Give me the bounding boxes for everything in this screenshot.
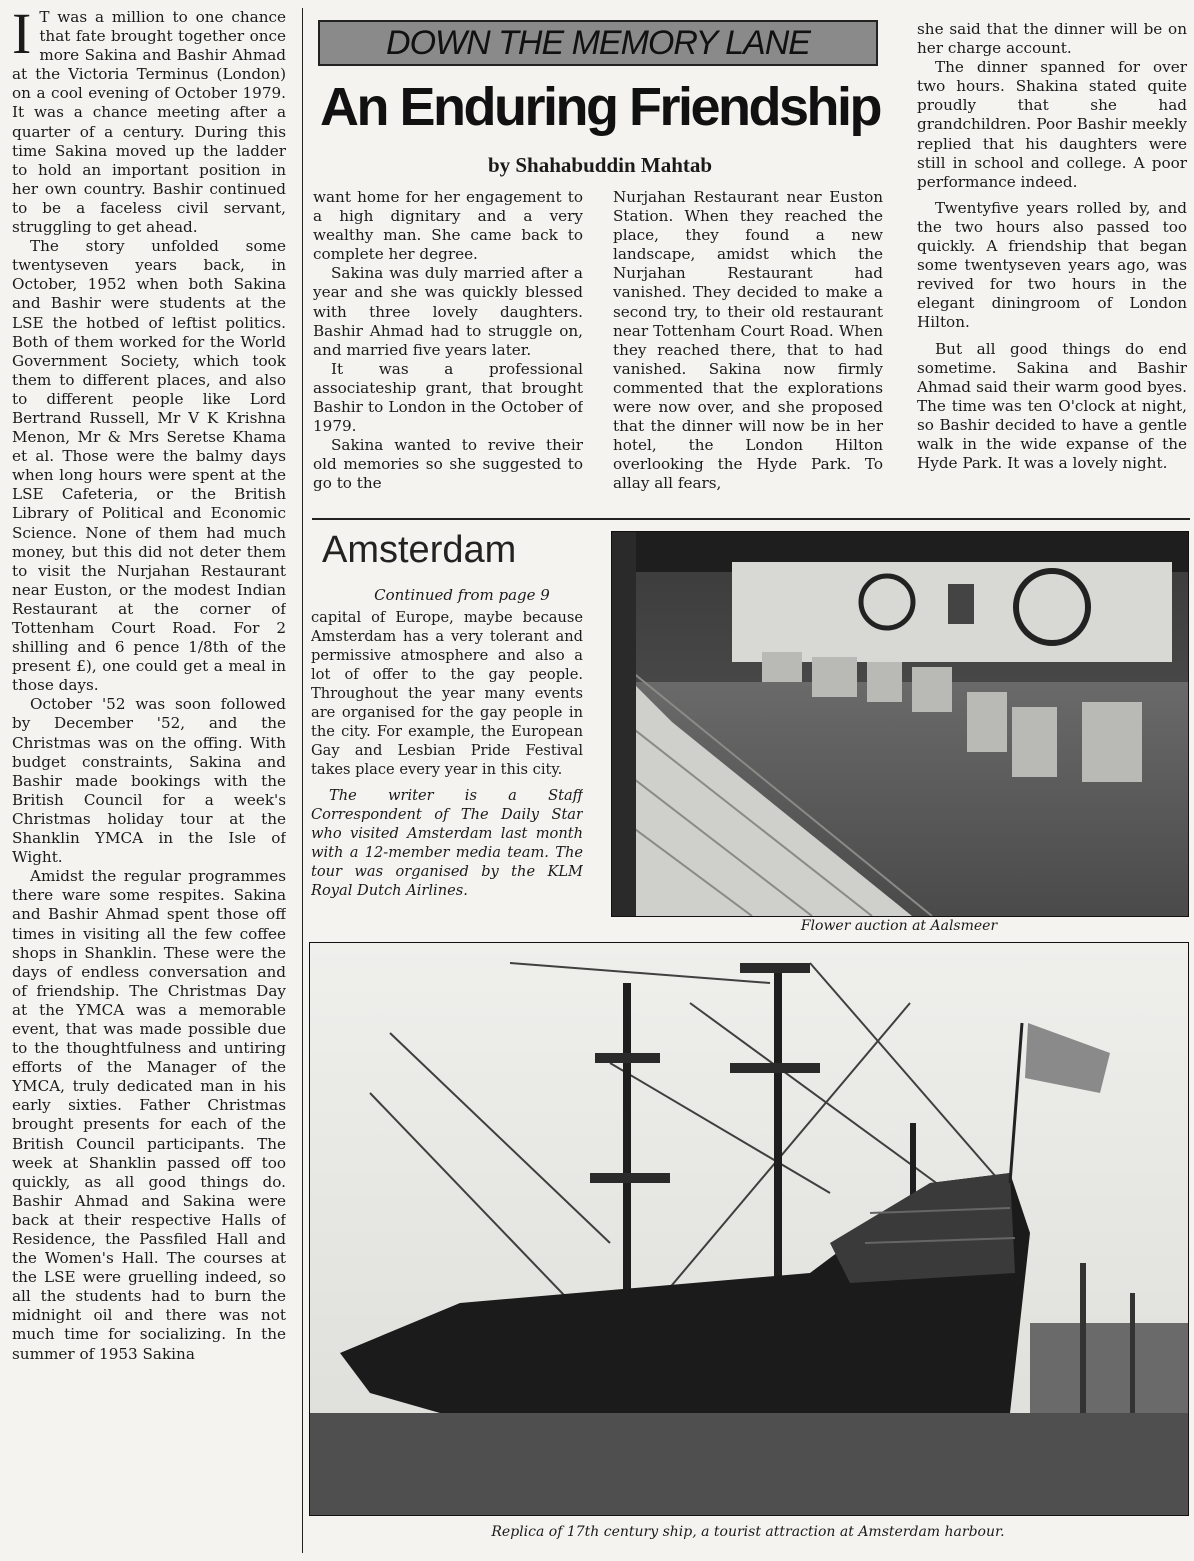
amsterdam-column	[311, 608, 583, 930]
paragraph: want home for her engagement to a high dignitary and a very wealthy man. She came back to complete her degree.	[313, 188, 583, 264]
paragraph: Sakina was duly married after a year and she was quickly blessed with three lovely daughters. Bashir Ahmad had to struggle on, and married five years later.	[313, 264, 583, 359]
paragraph: October '52 was soon followed by December '52, and the Christmas was on the offing. With budget constraints, Sakina and Bashir made bookings with the British Council for a week's Christmas holiday tour at the Shanklin YMCA in the Isle of Wight.	[12, 695, 286, 867]
photo-caption: Replica of 17th century ship, a tourist attraction at Amsterdam harbour.	[491, 1524, 1005, 1540]
photo-caption: Flower auction at Aalsmeer	[800, 918, 998, 934]
ship-image	[310, 943, 1188, 1515]
paragraph: It was a professional associateship grant, that brought Bashir to London in the October of 1979.	[313, 359, 583, 436]
byline: by Shahabuddin Mahtab	[487, 153, 713, 177]
article-column-1	[12, 8, 286, 1540]
section-banner	[318, 20, 878, 66]
paragraph: The dinner spanned for over two hours. Shakina stated quite proudly that she had grandchildren. Poor Bashir meekly replied that his daughters were still in school and college. A poor performance indeed.	[917, 58, 1187, 191]
column-divider	[302, 8, 303, 1553]
paragraph: I T was a million to one chance that fate brought together once more Sakina and Bashir Ahmad at the Victoria Terminus (London) on a cool evening of October 1979. It was a chance meeting after a quarter of a century. During this time Sakina moved up the ladder to hold an important position in her own country. Bashir continued to be a faceless civil servant, struggling to get ahead.	[12, 8, 286, 237]
writer-note: The writer is a Staff Correspondent of The Daily Star who visited Amsterdam last month with a 12-member media team. The tour was organised by the KLM Royal Dutch Airlines.	[311, 787, 583, 899]
paragraph: But all good things do end sometime. Sakina and Bashir Ahmad said their warm good byes. The time was ten O'clock at night, so Bashir decided to have a gentle walk in the wide expanse of the Hyde Park. It was a lovely night.	[917, 339, 1187, 473]
paragraph: Sakina wanted to revive their old memories so she suggested to go to the	[313, 436, 583, 493]
flower-auction-image	[612, 532, 1188, 916]
paragraph: she said that the dinner will be on her charge account.	[917, 20, 1187, 58]
section-title: Amsterdam	[322, 529, 517, 571]
paragraph: capital of Europe, maybe because Amsterdam has a very tolerant and permissive atmosphere and also a lot of offer to the gay people. Throughout the year many events are organised for the gay people in the city. For example, the European Gay and Lesbian Pride Festival takes place every year in this city.	[311, 609, 583, 778]
ship-photo	[309, 942, 1189, 1516]
paragraph: Amidst the regular programmes there ware some respites. Sakina and Bashir Ahmad spent those off times in visiting all the few coffee shops in Shanklin. These were the days of endless conversation and of friendship. The Christmas Day at the YMCA was a memorable event, that was made possible due to the thoughtfulness and untiring efforts of the Manager of the YMCA, truly dedicated man in his early sixties. Father Christmas brought presents for each of the British Council participants. The week at Shanklin passed off too quickly, as all good things do. Bashir Ahmad and Sakina were back at their respective Halls of Residence, the Passfiled Hall and the Women's Hall. The courses at the LSE were gruelling indeed, so all the students had to burn the midnight oil and there was not much time for socializing. In the summer of 1953 Sakina	[12, 867, 286, 1363]
section-divider	[312, 518, 1190, 520]
headline: An Enduring Friendship	[320, 77, 880, 137]
article-column-2	[313, 188, 583, 514]
drop-cap: I	[12, 8, 32, 66]
paragraph: Nurjahan Restaurant near Euston Station. When they reached the place, they found a new landscape, amidst which the Nurjahan Restaurant had vanished. They decided to make a second try, to their old restaurant near Tottenham Court Road. When they reached there, that to had vanished. Sakina now firmly commented that the explorations were now over, and she proposed that the dinner will now be in her hotel, the London Hilton overlooking the Hyde Park. To allay all fears,	[613, 188, 883, 493]
paragraph: The story unfolded some twentyseven years back, in October, 1952 when both Sakina and Bashir were students at the LSE the hotbed of leftist politics. Both of them worked for the World Government Society, which took them to different places, and also to different people like Lord Bertrand Russell, Mr V K Krishna Menon, Mr & Mrs Seretse Khama et al. Those were the balmy days when long hours were spent at the LSE Cafeteria, or the British Library of Political and Economic Science. None of them had much money, but this did not deter them to visit the Nurjahan Restaurant near Euston, or the modest Indian Restaurant at the corner of Tottenham Court Road. For 2 shilling and 6 pence 1/8th of the present £), one could get a meal in those days.	[12, 237, 286, 695]
article-column-3	[613, 188, 883, 514]
paragraph: Twentyfive years rolled by, and the two hours also passed too quickly. A friendship that began some twentyseven years ago, was revived for two hours in the elegant diningroom of London Hilton.	[917, 198, 1187, 332]
article-column-4	[917, 20, 1187, 514]
flower-auction-photo	[611, 531, 1189, 917]
continued-note: Continued from page 9	[374, 586, 550, 604]
banner-text: DOWN THE MEMORY LANE	[386, 23, 810, 62]
